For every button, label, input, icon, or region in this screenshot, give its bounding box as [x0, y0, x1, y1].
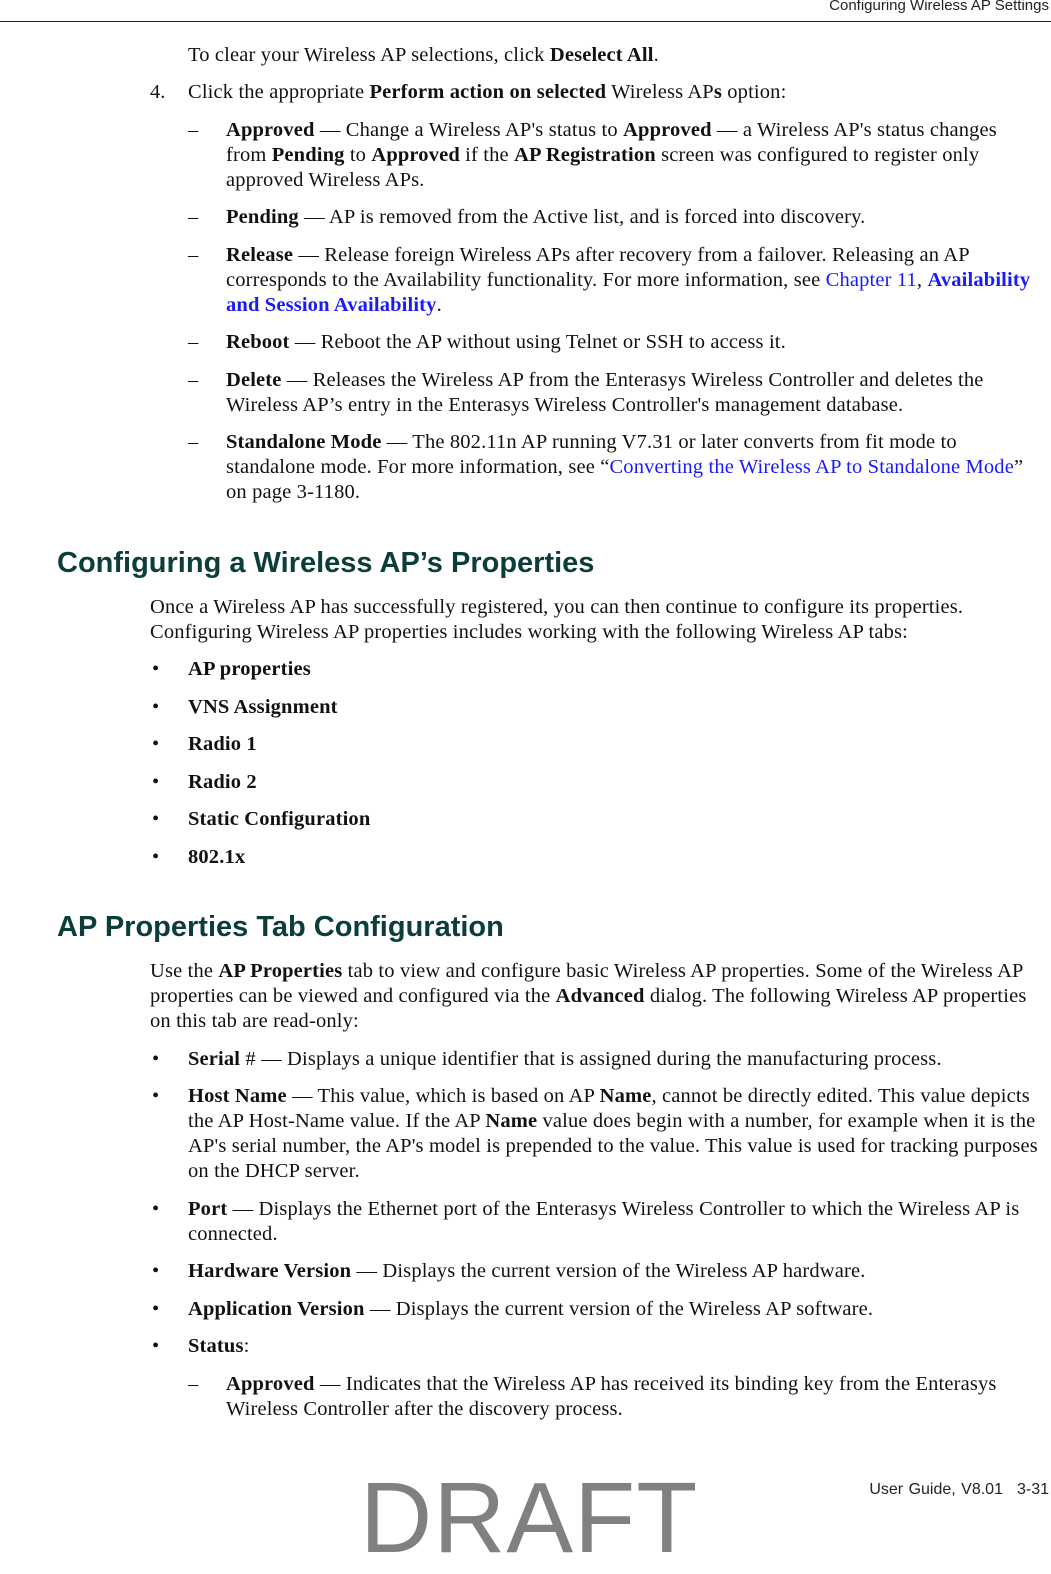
bullet-marker: • [152, 1085, 160, 1107]
bold-term: s [713, 81, 722, 103]
tab-list-item: AP properties [188, 658, 311, 680]
dash-marker: – [188, 369, 199, 391]
text-run: — a Wireless AP's status changes from [226, 119, 997, 166]
footer-page-number: 3-31 [1016, 1481, 1049, 1498]
bold-term: Pending [271, 144, 345, 166]
text-run: Click the appropriate [188, 81, 370, 103]
dash-marker: – [188, 1373, 199, 1395]
step-number: 4. [150, 81, 166, 103]
bold-term: Deselect All [549, 44, 654, 66]
bold-term: Status [188, 1335, 244, 1357]
text-run: — Displays the current version of the Wireless AP software. [364, 1298, 874, 1320]
bold-term: Port [188, 1198, 228, 1220]
field-host-name [188, 1084, 1043, 1184]
ap-tab-intro [150, 959, 1030, 1034]
option-delete [226, 368, 1050, 418]
bold-term: Perform action on selected [369, 81, 607, 103]
field-application-version [188, 1297, 1048, 1322]
text-run: Once a Wireless AP has successfully registered, you can then continue to configure its properties. Configuring Wireless AP properties includes working with the following Wireless AP tabs: [150, 596, 964, 643]
bullet-marker: • [152, 1298, 160, 1320]
field-status [188, 1334, 1048, 1359]
bold-term: Approved [623, 119, 712, 141]
text-run: Wireless AP [606, 81, 714, 103]
bold-term: Standalone Mode [226, 431, 382, 453]
text-run: , cannot be directly edited. This value depicts the AP Host-Name value. If the AP [188, 1085, 1030, 1132]
running-header: Configuring Wireless AP Settings [829, 0, 1049, 14]
text-run: screen was configured to register only approved Wireless APs. [226, 144, 980, 191]
section-heading-properties: Configuring a Wireless AP’s Properties [57, 547, 595, 579]
bold-term: AP Registration [514, 144, 656, 166]
option-pending [226, 205, 1048, 230]
cross-reference-link[interactable]: Chapter 11 [825, 269, 917, 291]
text-run: # — Displays a unique identifier that is assigned during the manufacturing process. [240, 1048, 942, 1070]
cross-reference-link[interactable]: Availability and Session Availability [226, 269, 1031, 316]
bold-term: Name [485, 1110, 538, 1132]
draft-watermark: DRAFT [360, 1462, 699, 1574]
bold-term: Approved [371, 144, 460, 166]
tab-list-item: Radio 1 [188, 733, 257, 755]
step-4-text [188, 80, 1048, 105]
bold-term: Name [599, 1085, 652, 1107]
bold-term: Host Name [188, 1085, 287, 1107]
bullet-marker: • [152, 658, 160, 680]
cross-reference-link[interactable]: Converting the Wireless AP to Standalone Mode [609, 456, 1014, 478]
bold-term: Serial [188, 1048, 241, 1070]
bullet-marker: • [152, 733, 160, 755]
tab-list-item: Static Configuration [188, 808, 371, 830]
bullet-marker: • [152, 1335, 160, 1357]
text-run: — Displays the Ethernet port of the Enterasys Wireless Controller to which the Wireless AP is connected. [188, 1198, 1020, 1245]
text-run: . [653, 44, 659, 66]
text-run: option: [722, 81, 787, 103]
section-heading-ap-tab: AP Properties Tab Configuration [57, 911, 504, 943]
bullet-marker: • [152, 808, 160, 830]
dash-marker: – [188, 119, 199, 141]
text-run: — Releases the Wireless AP from the Enterasys Wireless Controller and deletes the Wireless AP’s entry in the Enterasys Wireless Controller's management database. [226, 369, 984, 416]
text-run: — Reboot the AP without using Telnet or SSH to access it. [289, 331, 786, 353]
properties-intro [150, 595, 1050, 645]
bullet-marker: • [152, 846, 160, 868]
footer-guide: User Guide, V8.01 [869, 1481, 1003, 1498]
field-port [188, 1197, 1048, 1247]
text-run: : [243, 1335, 250, 1357]
bullet-marker: • [152, 1260, 160, 1282]
tab-list-item: Radio 2 [188, 771, 257, 793]
text-run: — This value, which is based on AP [286, 1085, 600, 1107]
header-rule [0, 21, 1051, 22]
bold-term: Approved [226, 1373, 315, 1395]
text-run: — AP is removed from the Active list, and is forced into discovery. [298, 206, 866, 228]
bold-term: Delete [226, 369, 282, 391]
dash-marker: – [188, 331, 199, 353]
bold-term: Advanced [555, 985, 645, 1007]
text-run: — Displays the current version of the Wireless AP hardware. [351, 1260, 866, 1282]
tab-list-item: 802.1x [188, 846, 246, 868]
tab-list-item: VNS Assignment [188, 696, 338, 718]
text-run: to [344, 144, 372, 166]
text-run: ” on page 3-1180. [226, 456, 1024, 503]
option-release [226, 243, 1048, 318]
bold-term: Application Version [188, 1298, 365, 1320]
status-approved [226, 1372, 1016, 1422]
text-run: dialog. The following Wireless AP properties on this tab are read-only: [150, 985, 1027, 1032]
text-run: if the [459, 144, 515, 166]
dash-marker: – [188, 206, 199, 228]
text-run: — Release foreign Wireless APs after recovery from a failover. Releasing an AP corresponds to the Availability functionality. For more information, see [226, 244, 970, 291]
bold-term: Reboot [226, 331, 290, 353]
bold-term: AP Properties [218, 960, 343, 982]
text-run: , [916, 269, 928, 291]
option-reboot [226, 330, 1048, 355]
text-run: — The 802.11n AP running V7.31 or later converts from fit mode to standalone mode. For more information, see “ [226, 431, 957, 478]
page-footer [869, 1481, 1049, 1499]
bullet-marker: • [152, 696, 160, 718]
bullet-marker: • [152, 1048, 160, 1070]
text-run: — Change a Wireless AP's status to [314, 119, 624, 141]
text-run: Use the [150, 960, 219, 982]
bullet-marker: • [152, 771, 160, 793]
bold-term: Pending [226, 206, 299, 228]
text-run: — Indicates that the Wireless AP has received its binding key from the Enterasys Wireless Controller after the discovery process. [226, 1373, 997, 1420]
field-serial [188, 1047, 1048, 1072]
bold-term: Approved [226, 119, 315, 141]
dash-marker: – [188, 431, 199, 453]
option-approved [226, 118, 1016, 193]
bold-term: Hardware Version [188, 1260, 352, 1282]
text-run: . [436, 294, 442, 316]
text-run: tab to view and configure basic Wireless AP properties. Some of the Wireless AP properties can be viewed and configured via the [150, 960, 1023, 1007]
text-run: value does begin with a number, for example when it is the AP's serial number, the AP's model is prepended to the value. This value is used for tracking purposes on the DHCP server. [188, 1110, 1038, 1182]
option-standalone [226, 430, 1041, 505]
bullet-marker: • [152, 1198, 160, 1220]
dash-marker: – [188, 244, 199, 266]
text-run: To clear your Wireless AP selections, click [188, 44, 550, 66]
field-hardware-version [188, 1259, 1048, 1284]
deselect-paragraph [188, 43, 1048, 68]
bold-term: Release [226, 244, 294, 266]
